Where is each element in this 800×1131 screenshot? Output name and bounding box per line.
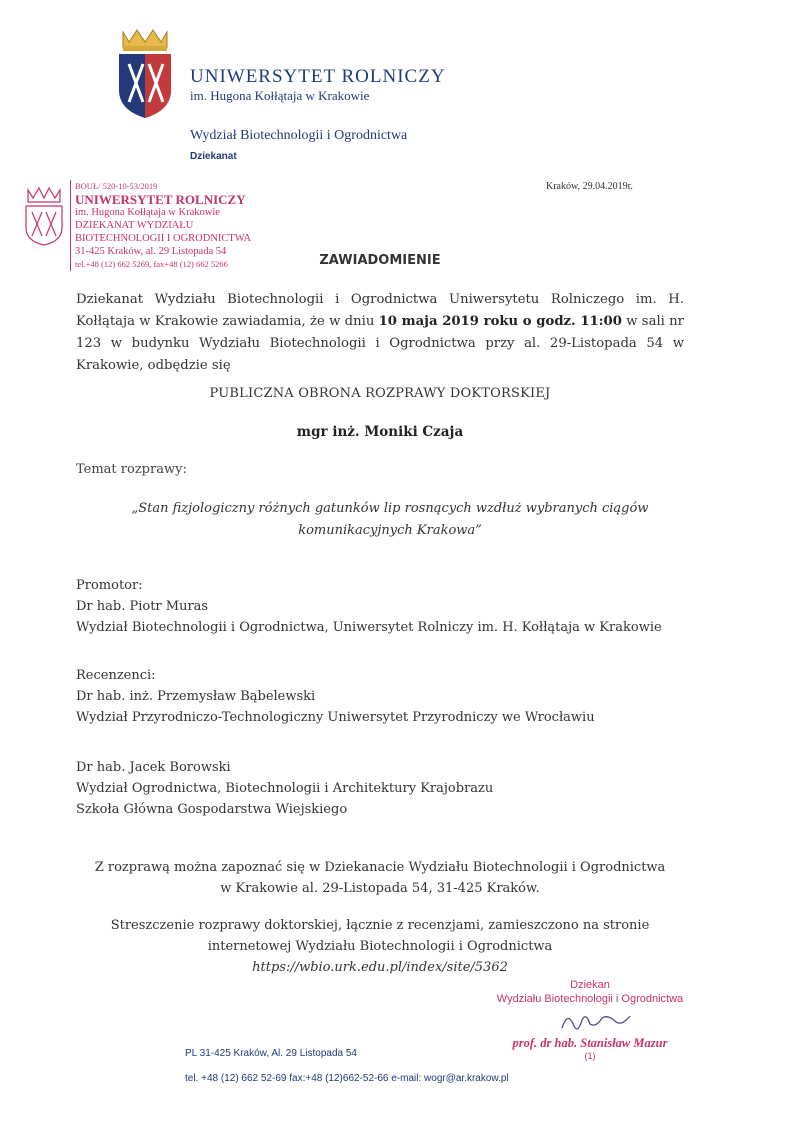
university-name: UNIWERSYTET ROLNICZY <box>190 66 446 87</box>
dean-number: (1) <box>584 1051 596 1061</box>
footer-contact: tel. +48 (12) 662 52-69 fax:+48 (12)662-52-66 e-mail: wogr@ar.krakow.pl <box>185 1073 509 1084</box>
summary-note <box>0 915 760 978</box>
dean-signature-block <box>470 978 710 1061</box>
stamp-line: tel.+48 (12) 662 5269, fax+48 (12) 662 5266 <box>75 259 228 269</box>
access-note <box>0 857 760 899</box>
reviewer2-block <box>76 757 493 820</box>
access-note-line: w Krakowie al. 29-Listopada 54, 31-425 Kraków. <box>220 881 540 896</box>
reviewer-affiliation: Wydział Przyrodniczo-Technologiczny Uniwersytet Przyrodniczy we Wrocławiu <box>76 710 595 725</box>
stamp-line: BIOTECHNOLOGII I OGRODNICTWA <box>75 233 252 244</box>
footer-address: PL 31-425 Kraków, Al. 29 Listopada 54 <box>185 1048 357 1059</box>
access-note-line: Z rozprawą można zapoznać się w Dziekanacie Wydziału Biotechnologii i Ogrodnictwa <box>94 860 666 875</box>
public-defense-title: PUBLICZNA OBRONA ROZPRAWY DOKTORSKIEJ <box>209 386 551 401</box>
reviewer-name: Dr hab. inż. Przemysław Bąbelewski <box>76 689 316 704</box>
stamp-crest-icon <box>22 186 66 246</box>
topic-title: „Stan fizjologiczny różnych gatunków lip rosnących wzdłuż wybranych ciągów komunikacyjnych Krakowa” <box>131 501 649 538</box>
reviewer-affiliation: Wydział Ogrodnictwa, Biotechnologii i Architektury Krajobrazu <box>76 781 494 796</box>
document-date: Kraków, 29.04.2019r. <box>546 181 633 192</box>
candidate-name: mgr inż. Moniki Czaja <box>296 424 464 440</box>
promotor-label: Promotor: <box>76 578 143 593</box>
reviewers-label: Recenzenci: <box>76 668 156 683</box>
stamp-ref: BOUŁ/ 520-10-53/2019 <box>75 181 158 191</box>
reviewers-block <box>76 665 595 728</box>
office-name: Dziekanat <box>190 151 237 162</box>
summary-note-line: internetowej Wydziału Biotechnologii i Ogrodnictwa <box>207 939 553 954</box>
summary-note-line: Streszczenie rozprawy doktorskiej, łącznie z recenzjami, zamieszczono na stronie <box>110 918 650 933</box>
reviewer-name: Dr hab. Jacek Borowski <box>76 760 231 775</box>
faculty-website-link[interactable]: https://wbio.urk.edu.pl/index/site/5362 <box>252 960 508 975</box>
promotor-affiliation: Wydział Biotechnologii i Ogrodnictwa, Uniwersytet Rolniczy im. H. Kołłątaja w Krakowie <box>76 620 662 635</box>
stamp-line: im. Hugona Kołłątaja w Krakowie <box>75 207 220 218</box>
body-paragraph <box>76 289 684 377</box>
university-subtitle: im. Hugona Kołłątaja w Krakowie <box>190 88 370 103</box>
dean-faculty: Wydziału Biotechnologii i Ogrodnictwa <box>496 993 684 1005</box>
dean-name: prof. dr hab. Stanisław Mazur <box>512 1036 668 1050</box>
university-crest-icon <box>115 28 175 120</box>
stamp-line: UNIWERSYTET ROLNICZY <box>75 192 246 207</box>
document-heading: ZAWIADOMIENIE <box>319 253 441 268</box>
promotor-block <box>76 575 662 638</box>
body-rest: w sali nr 123 w budynku Wydziału Biotechnologii i Ogrodnictwa przy al. 29-Listopada 54 w Krakowie, odbędzie się <box>76 314 684 373</box>
promotor-name: Dr hab. Piotr Muras <box>76 599 209 614</box>
stamp-line: 31-425 Kraków, al. 29 Listopada 54 <box>75 246 227 257</box>
signature-icon <box>470 1006 710 1036</box>
faculty-name: Wydział Biotechnologii i Ogrodnictwa <box>190 128 408 143</box>
reviewer-affiliation: Szkoła Główna Gospodarstwa Wiejskiego <box>76 802 348 817</box>
stamp-line: DZIEKANAT WYDZIAŁU <box>75 220 194 231</box>
topic-label: Temat rozprawy: <box>76 462 187 477</box>
body-date: 10 maja 2019 roku o godz. 11:00 <box>378 314 622 329</box>
body-intro: Dziekanat Wydziału Biotechnologii i Ogrodnictwa Uniwersytetu Rolniczego im. H. Kołłątaja w Krakowie zawiadamia, że w dniu <box>76 292 684 329</box>
dean-title: Dziekan <box>570 979 610 991</box>
